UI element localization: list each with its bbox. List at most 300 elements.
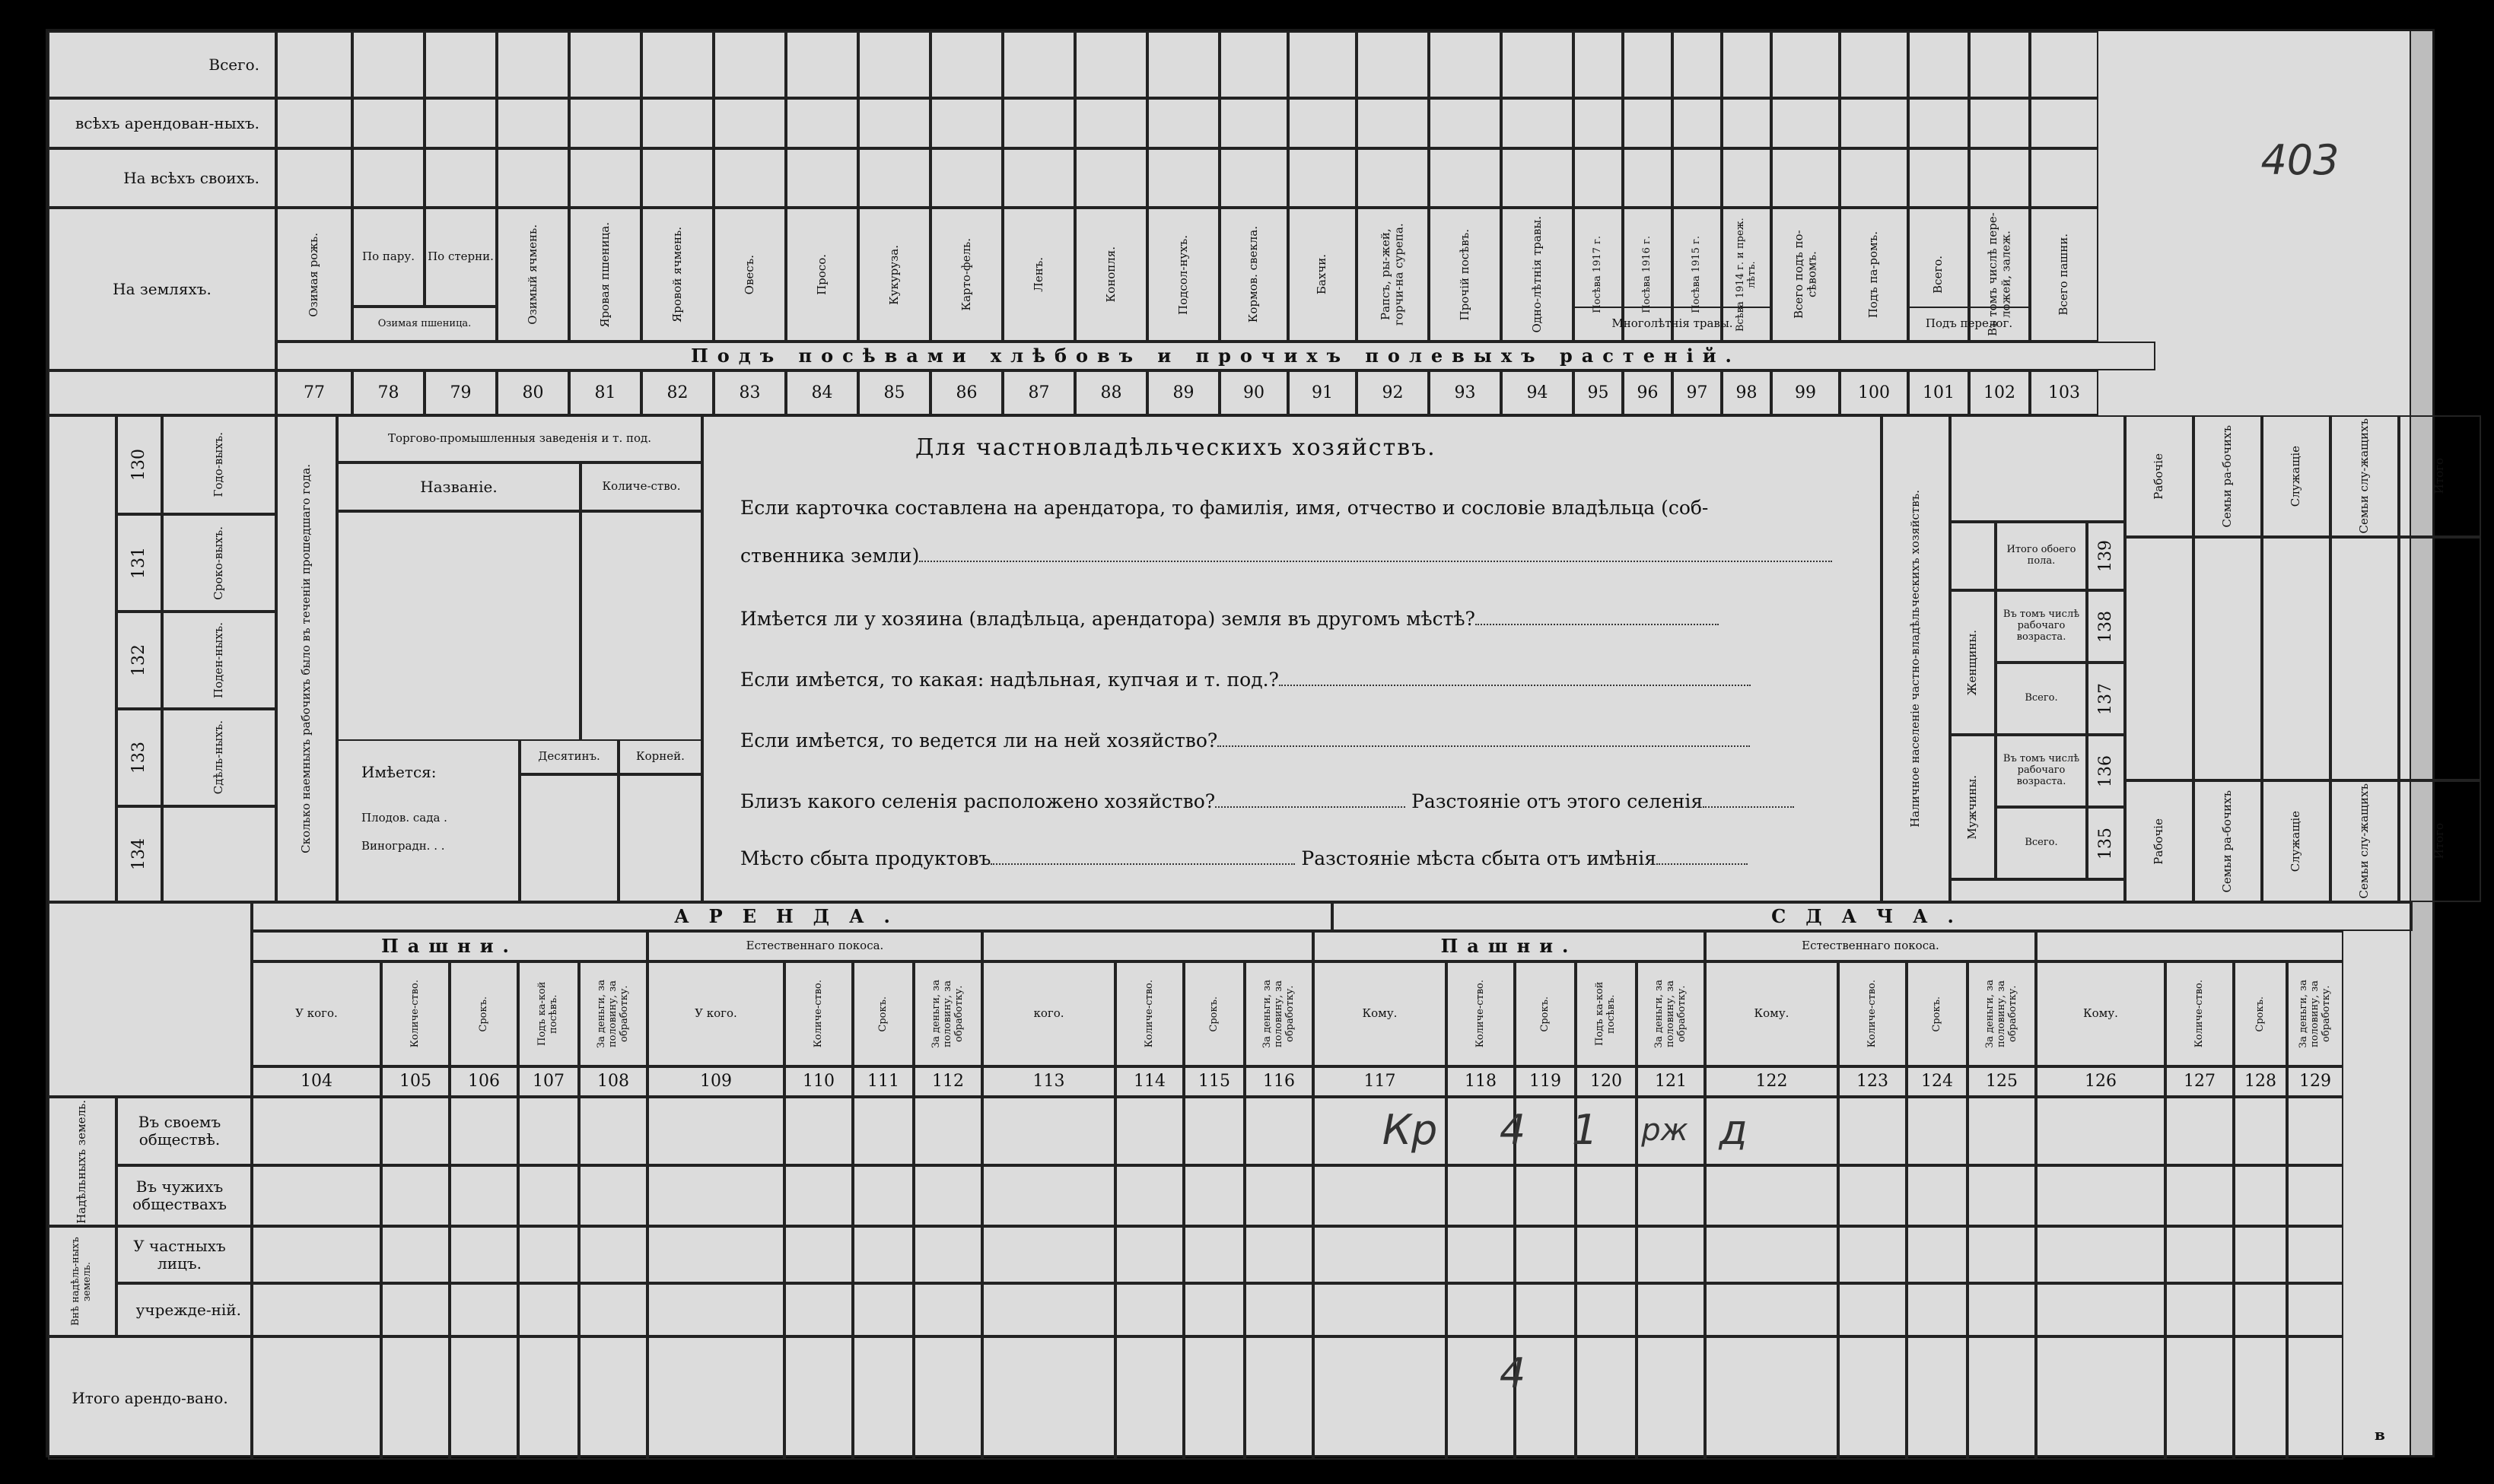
data-cell <box>930 148 1003 208</box>
col-num-78: 78 <box>352 370 425 415</box>
handwritten-komu: Кр <box>1382 1105 1438 1154</box>
desyatin-cell <box>520 774 619 902</box>
lease-col-num-115: 115 <box>1184 1066 1245 1097</box>
col-num-102: 102 <box>1969 370 2030 415</box>
lease-col-num-123: 123 <box>1838 1066 1907 1097</box>
col-num-93: 93 <box>1429 370 1501 415</box>
lease-col-header-107: Подъ ка-кой посѣвъ. <box>518 961 579 1066</box>
lease-col-header-125: За деньги, за половину, за обработку. <box>1968 961 2036 1066</box>
row-svoem: Въ своемъ обществѣ. <box>116 1097 252 1165</box>
data-cell <box>1501 98 1573 148</box>
data-cell <box>497 148 569 208</box>
lease-cell <box>381 1226 450 1283</box>
data-cell <box>1147 148 1220 208</box>
lease-cell <box>2287 1097 2343 1165</box>
data-cell <box>425 31 497 98</box>
data-cell <box>1147 31 1220 98</box>
row-label-zemlyah: На земляхъ. <box>48 208 276 370</box>
lease-cell <box>381 1097 450 1165</box>
lease-cell <box>2234 1283 2287 1336</box>
data-cell <box>1908 98 1969 148</box>
lease-col-num-112: 112 <box>914 1066 982 1097</box>
col-header-95: Посѣва 1917 г. <box>1573 208 1623 342</box>
group-header: Пашни. <box>252 931 647 961</box>
lease-col-header-111: Срокъ. <box>853 961 914 1066</box>
lease-cell <box>914 1226 982 1283</box>
data-cell <box>425 148 497 208</box>
lease-cell <box>1313 1165 1446 1226</box>
pop-blank <box>1950 522 1996 590</box>
data-cell <box>497 31 569 98</box>
lease-cell <box>252 1097 381 1165</box>
lease-cell <box>2036 1283 2165 1336</box>
data-cell <box>1969 31 2030 98</box>
pop-top-blank <box>1950 415 2125 522</box>
data-cell <box>1357 148 1429 208</box>
data-cell <box>1969 148 2030 208</box>
worker-col-num-131: 131 <box>116 514 162 612</box>
data-cell <box>1003 31 1075 98</box>
lease-cell <box>450 1097 518 1165</box>
form-title: Для частновладѣльческихъ хозяйствъ. <box>915 434 1436 461</box>
data-cell <box>425 98 497 148</box>
private-farm-form <box>702 415 1882 902</box>
col-header-83: Овесъ. <box>714 208 786 342</box>
col-num-80: 80 <box>497 370 569 415</box>
data-cell <box>1672 148 1722 208</box>
right-col-mid <box>2125 537 2193 780</box>
lease-col-num-118: 118 <box>1446 1066 1515 1097</box>
lease-col-num-108: 108 <box>579 1066 647 1097</box>
lease-col-header-117: Кому. <box>1313 961 1446 1066</box>
right-col-bottom: Семьи ра-бочихъ <box>2193 780 2262 902</box>
group-header: Естественнаго покоса. <box>647 931 982 961</box>
lease-col-num-105: 105 <box>381 1066 450 1097</box>
lease-cell <box>647 1097 784 1165</box>
mid-corner <box>48 415 116 902</box>
korney-cell <box>619 774 702 902</box>
lease-cell <box>1446 1226 1515 1283</box>
lease-col-num-106: 106 <box>450 1066 518 1097</box>
lease-cell <box>2287 1165 2343 1226</box>
data-cell <box>1573 31 1623 98</box>
lease-col-header-116: За деньги, за половину, за обработку. <box>1245 961 1313 1066</box>
lease-cell <box>2036 1226 2165 1283</box>
lease-cell <box>381 1165 450 1226</box>
col-header-93: Прочій посѣвъ. <box>1429 208 1501 342</box>
row-label-vsego: Всего. <box>48 31 276 98</box>
right-col-bottom: Семьи слу-жащихъ <box>2330 780 2399 902</box>
lease-cell <box>1184 1226 1245 1283</box>
lease-cell <box>1907 1165 1968 1226</box>
desyatin-header: Десятинъ. <box>520 739 619 774</box>
col-num-96: 96 <box>1623 370 1672 415</box>
lease-cell <box>518 1165 579 1226</box>
group-header: Пашни. <box>1313 931 1705 961</box>
lease-cell <box>1515 1283 1576 1336</box>
data-cell <box>1771 31 1840 98</box>
data-cell <box>786 31 858 98</box>
data-cell <box>858 98 930 148</box>
handwritten-srok: 1 <box>1571 1105 1599 1154</box>
lease-col-header-110: Количе-ство. <box>784 961 853 1066</box>
right-col-mid <box>2330 537 2399 780</box>
form-line-6: Близъ какого селенія расположено хозяйство? Разстояніе отъ этого селенія <box>740 790 1794 812</box>
lease-cell <box>450 1336 518 1460</box>
pop-sub: Въ томъ числѣ рабочаго возраста. <box>1996 590 2087 663</box>
lease-cell <box>1907 1283 1968 1336</box>
lease-col-num-119: 119 <box>1515 1066 1576 1097</box>
lease-col-header-124: Срокъ. <box>1907 961 1968 1066</box>
form-line-1: Если карточка составлена на арендатора, то фамилія, имя, отчество и сословіе владѣльца (соб- <box>740 497 1709 519</box>
col-header-100: Подъ па-ромъ. <box>1840 208 1908 342</box>
lease-col-num-126: 126 <box>2036 1066 2165 1097</box>
lease-col-header-108: За деньги, за половину, за обработку. <box>579 961 647 1066</box>
col-header-87: Ленъ. <box>1003 208 1075 342</box>
lease-cell <box>1184 1283 1245 1336</box>
data-cell <box>276 98 352 148</box>
lease-cell <box>2234 1165 2287 1226</box>
col-header-103: Всего пашни. <box>2030 208 2098 342</box>
lease-cell <box>1637 1165 1705 1226</box>
lease-cell <box>784 1097 853 1165</box>
data-cell <box>714 148 786 208</box>
num-row-blank <box>48 370 276 415</box>
lease-cell <box>1115 1336 1184 1460</box>
data-cell <box>352 148 425 208</box>
lease-cell <box>381 1336 450 1460</box>
row-label-arendovannyh: всѣхъ арендован-ныхъ. <box>48 98 276 148</box>
population-label: Наличное населеніе частно-владѣльческихъ хозяйствъ. <box>1882 415 1950 902</box>
lease-col-num-109: 109 <box>647 1066 784 1097</box>
lease-cell <box>1637 1283 1705 1336</box>
data-cell <box>1840 98 1908 148</box>
lease-cell <box>1907 1226 1968 1283</box>
lease-cell <box>252 1283 381 1336</box>
col-num-87: 87 <box>1003 370 1075 415</box>
col-header-101: Всего. <box>1908 208 1969 342</box>
col-num-97: 97 <box>1672 370 1722 415</box>
col-header-79: По стерни. <box>425 208 497 307</box>
lease-col-num-125: 125 <box>1968 1066 2036 1097</box>
right-col-bottom: Рабочіе <box>2125 780 2193 902</box>
lease-col-header-121: За деньги, за половину, за обработку. <box>1637 961 1705 1066</box>
data-cell <box>569 98 641 148</box>
lease-col-header-129: За деньги, за половину, за обработку. <box>2287 961 2343 1066</box>
lease-cell <box>450 1165 518 1226</box>
data-cell <box>1501 148 1573 208</box>
col-header-89: Подсол-нухъ. <box>1147 208 1220 342</box>
data-cell <box>641 148 714 208</box>
form-line-2: ственника земли) <box>740 545 1832 567</box>
data-cell <box>930 98 1003 148</box>
lease-cell <box>1245 1097 1313 1165</box>
data-cell <box>1075 98 1147 148</box>
pop-women: Женщины. <box>1950 590 1996 735</box>
col-num-98: 98 <box>1722 370 1771 415</box>
group-header <box>2036 931 2343 961</box>
lease-cell <box>1115 1165 1184 1226</box>
lease-cell <box>518 1226 579 1283</box>
data-cell <box>1722 148 1771 208</box>
pop-num: 137 <box>2087 663 2125 735</box>
lease-cell <box>853 1097 914 1165</box>
data-cell <box>1501 31 1573 98</box>
data-cell <box>2030 98 2098 148</box>
lease-cell <box>1245 1283 1313 1336</box>
data-cell <box>1357 98 1429 148</box>
lease-cell <box>784 1226 853 1283</box>
worker-col-num-132: 132 <box>116 612 162 709</box>
lease-col-header-127: Количе-ство. <box>2165 961 2234 1066</box>
trade-title: Торгово-промышленныя заведенія и т. под. <box>337 415 702 462</box>
col-num-83: 83 <box>714 370 786 415</box>
data-cell <box>1969 98 2030 148</box>
col-header-97: Посѣва 1915 г. <box>1672 208 1722 342</box>
lease-col-header-105: Количе-ство. <box>381 961 450 1066</box>
right-col-top: Служащіе <box>2262 415 2330 537</box>
data-cell <box>1429 98 1501 148</box>
col-num-85: 85 <box>858 370 930 415</box>
lease-cell <box>1838 1336 1907 1460</box>
lease-cell <box>2234 1226 2287 1283</box>
lease-cell <box>1115 1226 1184 1283</box>
lease-cell <box>2287 1226 2343 1283</box>
handwritten-posev: рж <box>1641 1113 1688 1148</box>
pop-sub: Всего. <box>1996 807 2087 879</box>
col-header-80: Озимый ячмень. <box>497 208 569 342</box>
data-cell <box>1220 31 1288 98</box>
lease-cell <box>1184 1165 1245 1226</box>
data-cell <box>1623 98 1672 148</box>
lease-cell <box>1637 1336 1705 1460</box>
data-cell <box>1840 31 1908 98</box>
col-num-94: 94 <box>1501 370 1573 415</box>
lease-cell <box>2165 1336 2234 1460</box>
lease-cell <box>2165 1165 2234 1226</box>
worker-col-num-133: 133 <box>116 709 162 806</box>
lease-cell <box>579 1226 647 1283</box>
data-cell <box>276 31 352 98</box>
data-cell <box>930 31 1003 98</box>
data-cell <box>714 98 786 148</box>
data-cell <box>1722 98 1771 148</box>
col-num-88: 88 <box>1075 370 1147 415</box>
has-block: Имѣется: Плодов. сада . Виноградн. . . <box>337 739 520 902</box>
data-cell <box>714 31 786 98</box>
data-cell <box>1429 31 1501 98</box>
nadel-label: Надѣльныхъ земель. <box>48 1097 116 1226</box>
lease-col-header-126: Кому. <box>2036 961 2165 1066</box>
lease-col-header-104: У кого. <box>252 961 381 1066</box>
data-cell <box>1288 98 1357 148</box>
lease-cell <box>518 1336 579 1460</box>
lease-cell <box>2036 1336 2165 1460</box>
lease-cell <box>784 1283 853 1336</box>
pop-sub: Всего. <box>1996 663 2087 735</box>
lease-cell <box>647 1226 784 1283</box>
corner-mark: в <box>2375 1425 2385 1444</box>
lease-col-header-123: Количе-ство. <box>1838 961 1907 1066</box>
col-header-81: Яровая пшеница. <box>569 208 641 342</box>
col-num-84: 84 <box>786 370 858 415</box>
lease-cell <box>1184 1097 1245 1165</box>
lease-cell <box>579 1097 647 1165</box>
lease-cell <box>1838 1283 1907 1336</box>
col-header-92: Рапсъ, ры-жей, горчи-на сурепа. <box>1357 208 1429 342</box>
data-cell <box>1623 148 1672 208</box>
lease-cell <box>1968 1097 2036 1165</box>
lease-cell <box>1838 1226 1907 1283</box>
form-line-3: Имѣется ли у хозяина (владѣльца, арендатора) земля въ другомъ мѣстѣ? <box>740 608 1719 630</box>
data-cell <box>1573 148 1623 208</box>
census-card <box>46 29 2447 1457</box>
lease-cell <box>1446 1283 1515 1336</box>
lease-cell <box>1705 1336 1838 1460</box>
data-cell <box>1672 98 1722 148</box>
right-col-top: Семьи ра-бочихъ <box>2193 415 2262 537</box>
lease-cell <box>982 1097 1115 1165</box>
lease-cell <box>982 1226 1115 1283</box>
lease-col-num-107: 107 <box>518 1066 579 1097</box>
data-cell <box>276 148 352 208</box>
lease-cell <box>647 1336 784 1460</box>
lease-col-header-113: кого. <box>982 961 1115 1066</box>
col-header-77: Озимая рожь. <box>276 208 352 342</box>
lease-cell <box>2234 1336 2287 1460</box>
col-header-99: Всего подъ по-сѣвомъ. <box>1771 208 1840 342</box>
trade-name-cell <box>337 511 581 739</box>
row-chastnyh: У частныхъ лицъ. <box>116 1226 252 1283</box>
data-cell <box>1771 148 1840 208</box>
lease-cell <box>914 1336 982 1460</box>
right-col-bottom: Служащіе <box>2262 780 2330 902</box>
lease-cell <box>1907 1097 1968 1165</box>
lease-cell <box>1838 1165 1907 1226</box>
right-col-top: Рабочіе <box>2125 415 2193 537</box>
lease-cell <box>853 1283 914 1336</box>
lease-col-num-124: 124 <box>1907 1066 1968 1097</box>
lease-cell <box>579 1165 647 1226</box>
lease-cell <box>1115 1283 1184 1336</box>
lease-cell <box>2036 1097 2165 1165</box>
data-cell <box>569 31 641 98</box>
lease-cell <box>1576 1283 1637 1336</box>
lease-cell <box>252 1336 381 1460</box>
col-header-91: Бахчи. <box>1288 208 1357 342</box>
lease-cell <box>784 1336 853 1460</box>
lease-cell <box>1115 1097 1184 1165</box>
lease-cell <box>647 1283 784 1336</box>
col-header-85: Кукуруза. <box>858 208 930 342</box>
data-cell <box>1003 148 1075 208</box>
data-cell <box>1075 31 1147 98</box>
bottom-corner <box>48 902 252 1097</box>
col-header-98: Всѣва 1914 г. и преж. лѣтъ. <box>1722 208 1771 342</box>
worker-col-label: Сроко-выхъ. <box>162 514 276 612</box>
banner-posevy: Подъ посѣвами хлѣбовъ и прочихъ полевыхъ растеній. <box>276 342 2155 370</box>
form-line-5: Если имѣется, то ведется ли на ней хозяйство? <box>740 729 1750 752</box>
pop-men: Мужчины. <box>1950 735 1996 879</box>
pop-num: 139 <box>2087 522 2125 590</box>
lease-col-header-106: Срокъ. <box>450 961 518 1066</box>
lease-cell <box>1245 1336 1313 1460</box>
sdacha-banner: СДАЧА. <box>1332 902 2413 931</box>
lease-cell <box>1705 1165 1838 1226</box>
pop-sub: Въ томъ числѣ рабочаго возраста. <box>1996 735 2087 807</box>
right-col-top: Семьи слу-жащихъ <box>2330 415 2399 537</box>
data-cell <box>1075 148 1147 208</box>
group-perelog: Подъ перелог. <box>1908 307 2030 342</box>
lease-col-header-128: Срокъ. <box>2234 961 2287 1066</box>
lease-cell <box>2036 1165 2165 1226</box>
data-cell <box>1220 98 1288 148</box>
group-mnogolet: Многолѣтнія травы. <box>1573 307 1771 342</box>
lease-cell <box>2165 1283 2234 1336</box>
data-cell <box>352 98 425 148</box>
data-cell <box>1573 98 1623 148</box>
data-cell <box>1908 148 1969 208</box>
lease-cell <box>1245 1165 1313 1226</box>
data-cell <box>2030 148 2098 208</box>
col-num-89: 89 <box>1147 370 1220 415</box>
data-cell <box>786 98 858 148</box>
col-num-103: 103 <box>2030 370 2098 415</box>
handwritten-total: 4 <box>1499 1349 1526 1397</box>
lease-col-header-114: Количе-ство. <box>1115 961 1184 1066</box>
col-num-77: 77 <box>276 370 352 415</box>
data-cell <box>1220 148 1288 208</box>
lease-col-num-104: 104 <box>252 1066 381 1097</box>
handwritten-qty: 4 <box>1499 1105 1526 1154</box>
korney-header: Корней. <box>619 739 702 774</box>
form-line-4: Если имѣется, то какая: надѣльная, купчая и т. под.? <box>740 669 1751 691</box>
lease-cell <box>1446 1165 1515 1226</box>
right-col-top: Итого <box>2399 415 2481 537</box>
worker-col-num-130: 130 <box>116 415 162 514</box>
lease-cell <box>2287 1336 2343 1460</box>
data-cell <box>858 148 930 208</box>
lease-cell <box>1313 1226 1446 1283</box>
lease-cell <box>1838 1097 1907 1165</box>
handwritten-usloviya: д <box>1719 1105 1748 1154</box>
lease-cell <box>1705 1283 1838 1336</box>
col-header-90: Кормов. свекла. <box>1220 208 1288 342</box>
lease-cell <box>1907 1336 1968 1460</box>
data-cell <box>1288 31 1357 98</box>
lease-col-num-128: 128 <box>2234 1066 2287 1097</box>
trade-qty-cell <box>581 511 702 739</box>
pop-num: 138 <box>2087 590 2125 663</box>
lease-col-header-115: Срокъ. <box>1184 961 1245 1066</box>
lease-cell <box>2165 1226 2234 1283</box>
lease-cell <box>518 1283 579 1336</box>
col-header-94: Одно-лѣтнія травы. <box>1501 208 1573 342</box>
lease-cell <box>853 1336 914 1460</box>
lease-cell <box>914 1165 982 1226</box>
data-cell <box>352 31 425 98</box>
pop-num: 135 <box>2087 807 2125 879</box>
lease-cell <box>450 1283 518 1336</box>
worker-col-label: Поден-ныхъ. <box>162 612 276 709</box>
col-header-96: Посѣва 1916 г. <box>1623 208 1672 342</box>
lease-cell <box>579 1283 647 1336</box>
col-header-78: По пару. <box>352 208 425 307</box>
col-num-101: 101 <box>1908 370 1969 415</box>
col-num-79: 79 <box>425 370 497 415</box>
lease-col-num-111: 111 <box>853 1066 914 1097</box>
lease-cell <box>1637 1226 1705 1283</box>
